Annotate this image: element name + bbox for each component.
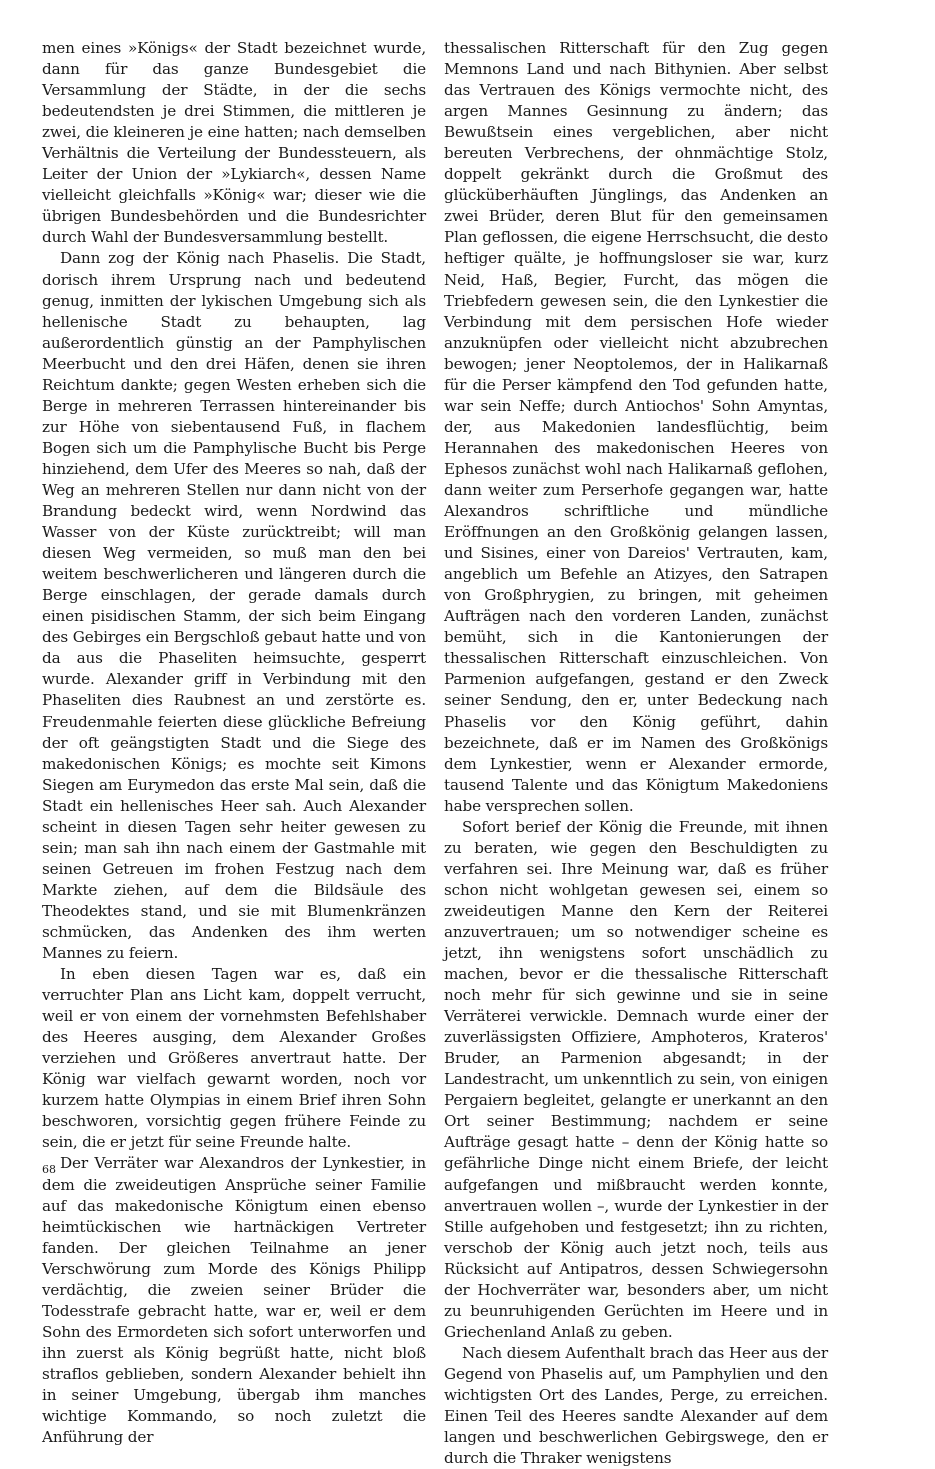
left-column: [42, 38, 426, 1448]
paragraph: Der Verräter war Alexandros der Lynkestier, in dem die zweideutigen Ansprüche seiner Familie auf das makedonische Königtum einen ebenso heimtückischen wie hartnäckigen Vertreter fanden. Der gleichen Teilnahme an jener Verschwörung zum Morde des Königs Philipp verdächtig, die zweien seiner Brüder die Todesstrafe gebracht hatte, war er, weil er dem Sohn des Ermordeten sich sofort unterworfen und ihn zuerst als König begrüßt hatte, nicht bloß straflos geblieben, sondern Alexander behielt ihn in seiner Umgebung, übergab ihm manches wichtige Kommando, so noch zuletzt die Anführung der: [42, 1154, 426, 1447]
page-number: 68: [42, 1163, 56, 1176]
paragraph: Sofort berief der König die Freunde, mit ihnen zu beraten, wie gegen den Beschuldigten zu verfahren sei. Ihre Meinung war, daß es früher schon nicht wohlgetan gewesen sei, einem so zweideutigen Manne den Kern der Reiterei anzuvertrauen; um so notwendiger scheine es jetzt, ihn wenigstens sofort unschädlich zu machen, bevor er die thessalische Ritterschaft noch mehr für sich gewinne und sie in seine Verräterei verwickle. Demnach wurde einer der zuverlässigsten Offiziere, Amphoteros, Krateros' Bruder, an Parmenion abgesandt; in der Landestracht, um unkenntlich zu sein, von einigen Pergaiern begleitet, gelangte er unerkannt an den Ort seiner Bestimmung; nachdem er seine Aufträge gesagt hatte – denn der König hatte so gefährliche Dinge nicht einem Briefe, der leicht aufgefangen und mißbraucht werden konnte, anvertrauen wollen –, wurde der Lynkestier in der Stille aufgehoben und festgesetzt; ihn zu richten, verschob der König auch jetzt noch, teils aus Rücksicht auf Antipatros, dessen Schwiegersohn der Hochverräter war, besonders aber, um nicht zu beunruhigenden Gerüchten im Heere und in Griechenland Anlaß zu geben.: [444, 817, 828, 1341]
paragraph: thessalischen Ritterschaft für den Zug gegen Memnons Land und nach Bithynien. Aber selbst das Vertrauen des Königs vermochte nicht, des argen Mannes Gesinnung zu ändern; das Bewußtsein eines vergeblichen, aber nicht bereuten Verbrechens, der ohnmächtige Stolz, doppelt gekränkt durch die Großmut des glücküberhäuften Jünglings, das Andenken an zwei Brüder, deren Blut für den gemeinsamen Plan geflossen, die eigene Herrschsucht, die desto heftiger quälte, je hoffnungsloser sie war, kurz Neid, Haß, Begier, Furcht, das mögen die Triebfedern gewesen sein, die den Lynkestier die Verbindung mit dem persischen Hofe wieder anzuknüpfen oder vielleicht nicht abzubrechen bewogen; jener Neoptolemos, der in Halikarnaß für die Perser kämpfend den Tod gefunden hatte, war sein Neffe; durch Antiochos' Sohn Amyntas, der, aus Makedonien landesflüchtig, beim Herannahen des makedonischen Heeres von Ephesos zunächst wohl nach Halikarnaß geflohen, dann weiter zum Perserhofe gegangen war, hatte Alexandros schriftliche und mündliche Eröffnungen an den Großkönig gelangen lassen, und Sisines, einer von Dareios' Vertrauten, kam, angeblich um Befehle an Atizyes, den Satrapen von Großphrygien, zu bringen, mit geheimen Aufträgen nach den vorderen Landen, zunächst bemüht, sich in die Kantonierungen der thessalischen Ritterschaft einzuschleichen. Von Parmenion aufgefangen, gestand er den Zweck seiner Sendung, den er, unter Bedeckung nach Phaselis vor den König geführt, dahin bezeichnete, daß er im Namen des Großkönigs dem Lynkestier, wenn er Alexander ermorde, tausend Talente und das Königtum Makedoniens habe versprechen sollen.: [444, 39, 828, 815]
paragraph: Dann zog der König nach Phaselis. Die Stadt, dorisch ihrem Ursprung nach und bedeutend genug, inmitten der lykischen Umgebung sich als hellenische Stadt zu behaupten, lag außerordentlich günstig an der Pamphylischen Meerbucht und den drei Häfen, denen sie ihren Reichtum dankte; gegen Westen erheben sich die Berge in mehreren Terrassen hintereinander bis zur Höhe von siebentausend Fuß, in flachem Bogen sich um die Pamphylische Bucht bis Perge hinziehend, dem Ufer des Meeres so nah, daß der Weg an mehreren Stellen nur dann nicht von der Brandung bedeckt wird, wenn Nordwind das Wasser von der Küste zurücktreibt; will man diesen Weg vermeiden, so muß man den bei weitem beschwerlicheren und längeren durch die Berge einschlagen, der gerade damals durch einen pisidischen Stamm, der sich beim Eingang des Gebirges ein Bergschloß gebaut hatte und von da aus die Phaseliten heimsuchte, gesperrt wurde. Alexander griff in Verbindung mit den Phaseliten dies Raubnest an und zerstörte es. Freudenmahle feierten diese glückliche Befreiung der oft geängstigten Stadt und die Siege des makedonischen Königs; es mochte seit Kimons Siegen am Eurymedon das erste Mal sein, daß die Stadt ein hellenisches Heer sah. Auch Alexander scheint in diesen Tagen sehr heiter gewesen zu sein; man sah ihn nach einem der Gastmahle mit seinen Getreuen im frohen Festzug nach dem Markte ziehen, auf dem die Bildsäule des Theodektes stand, und sie mit Blumenkränzen schmücken, das Andenken des ihm werten Mannes zu feiern.: [42, 249, 426, 963]
paragraph: Nach diesem Aufenthalt brach das Heer aus der Gegend von Phaselis auf, um Pamphylien und den wichtigsten Ort des Landes, Perge, zu erreichen. Einen Teil des Heeres sandte Alexander auf dem langen und beschwerlichen Gebirgswege, den er durch die Thraker wenigstens: [444, 1343, 828, 1468]
paragraph: men eines »Königs« der Stadt bezeichnet wurde, dann für das ganze Bundesgebiet die Versammlung der Städte, in der die sechs bedeutendsten je drei Stimmen, die mittleren je zwei, die kleineren je eine hatten; nach demselben Verhältnis die Verteilung der Bundessteuern, als Leiter der Union der »Lykiarch«, dessen Name vielleicht gleichfalls »König« war; dieser wie die übrigen Bundesbehörden und die Bundesrichter durch Wahl der Bundesversammlung bestellt.: [42, 39, 426, 247]
right-column: [444, 38, 828, 1469]
paragraph: In eben diesen Tagen war es, daß ein verruchter Plan ans Licht kam, doppelt verrucht, weil er von einem der vornehmsten Befehlshaber des Heeres ausging, dem Alexander Großes verziehen und Größeres anvertraut hatte. Der König war vielfach gewarnt worden, noch vor kurzem hatte Olympias in einem Brief ihren Sohn beschworen, vorsichtig gegen frühere Feinde zu sein, die er jetzt für seine Freunde halte.: [42, 965, 426, 1152]
